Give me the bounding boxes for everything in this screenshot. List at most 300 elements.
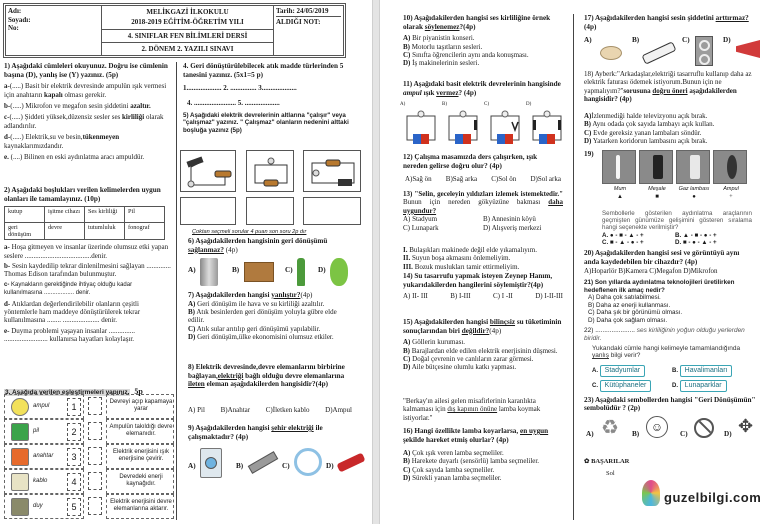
option-key: C) [584, 128, 592, 137]
match-left-box [4, 469, 84, 494]
q15-title-emphasis-1: bilinçsiz [489, 318, 516, 326]
option[interactable] [672, 365, 752, 377]
match-answer-box[interactable] [88, 397, 102, 415]
question-8-title [188, 363, 352, 389]
option[interactable] [584, 137, 756, 145]
option[interactable] [403, 51, 563, 59]
question-18 [584, 70, 756, 104]
option[interactable]: A) Daha çok satılabilmesi. [588, 294, 661, 301]
word-cell: kutup [5, 207, 45, 223]
option[interactable] [188, 325, 352, 333]
statement-text: Suyun boşa akmasını önlemeliyim. [410, 254, 511, 263]
mum-icon [616, 155, 620, 179]
match-answer-box[interactable] [88, 472, 102, 490]
option-key: B. [675, 232, 682, 239]
q9-title-post: ile çalışmaktadır? (4p) [188, 424, 323, 441]
match-answer-box[interactable] [88, 497, 102, 515]
column-divider [176, 62, 177, 520]
option-key: A) [188, 299, 196, 308]
option-key: C) [403, 465, 411, 474]
sentence-text: Atıklardan değerlendirilebilir olanların çeşitli yöntemlerle ham maddeye dönüştürülerek tekrar kullanılmasına ........ ..................... denir. [4, 299, 141, 325]
q23-option-c[interactable]: C) [680, 430, 688, 438]
lighting-tool-label: Meşale [648, 186, 666, 192]
answer-box-1[interactable] [180, 197, 236, 225]
question-7-title [188, 291, 352, 300]
item-text: olması gerekir. [62, 90, 107, 99]
question-23-title: 23) Aşağıdaki sembollerden hangisi "Geri Dönüşümün" sembolüdür ? (2p) [584, 396, 756, 412]
statement [403, 254, 563, 262]
item-text: olarak adlandırılır. [4, 113, 164, 130]
answer-blank[interactable]: (....) [8, 153, 23, 162]
success-text: BAŞARILAR [591, 458, 630, 465]
word-bank-table [4, 206, 165, 240]
circuit-option-label[interactable]: B) [442, 102, 447, 107]
circuit-1 [180, 150, 236, 192]
smiley-icon: ☺ [646, 416, 668, 438]
q9-option-b[interactable]: B) [236, 462, 244, 470]
option-text: Doğal çevrenin ve canlıların zarar görmesi. [410, 355, 534, 363]
exam-name: 2. DÖNEM 2. YAZILI SINAVI [141, 45, 234, 53]
statement [403, 263, 563, 271]
q9-option-c[interactable]: C) [282, 462, 290, 470]
option[interactable] [584, 112, 756, 120]
q10-title-pre: 10) Aşağıdakilerden hangisi ses kirliliğine örnek olarak [403, 14, 551, 31]
exam-page-1 [0, 0, 372, 524]
q9-option-a[interactable]: A) [188, 462, 196, 470]
q11-title-mid: ışık [421, 88, 437, 97]
q12-option-a[interactable]: A)Sağ ön [405, 175, 432, 184]
q14-option-b[interactable]: B) I-III [450, 292, 471, 301]
symbol: ● [692, 194, 696, 200]
question-21 [584, 279, 756, 324]
match-number: 5 [67, 498, 81, 516]
simple-circuit [406, 110, 436, 148]
question-2 [4, 186, 172, 344]
kablo-icon [11, 473, 29, 491]
option-text: Sınıfta öğrencilerin aynı anda konuşması. [410, 51, 529, 59]
match-description: Elektrik enerjisini devre elemanlarına aktarır. [110, 499, 172, 513]
option-key: A. [592, 368, 598, 374]
q6-title-points: (4p) [223, 245, 238, 254]
option-key: B) [403, 346, 410, 355]
circuit-option-label[interactable]: D) [526, 102, 532, 107]
circuit-3 [303, 150, 361, 192]
q17-option-d[interactable]: D) [723, 36, 731, 44]
q6-title-emphasis: sağlanmaz? [188, 245, 224, 254]
question-4-title: 4. Geri dönüştürülebilecek atık madde türlerinden 5 tanesini yazınız. (5x1=5 p) [183, 62, 344, 79]
option-key: D) [584, 137, 592, 146]
q13-option-c[interactable]: C) Lunapark [403, 223, 439, 232]
item-text: Mikrofon ve megafon sesin şiddetini [23, 102, 131, 110]
ampul-icon [727, 155, 737, 179]
sentence-letter: b- [4, 262, 11, 270]
q18-bold-1: sorusuna [623, 86, 653, 95]
question-17-title [584, 14, 756, 31]
match-number: 4 [67, 473, 81, 491]
option-text: Evde gereksiz yanan lambaları söndür. [591, 128, 702, 137]
item-letter: e. [4, 153, 9, 162]
option-key: B) [584, 120, 591, 129]
option[interactable] [403, 457, 563, 465]
question-19-text: Sembollerle gösterilen aydınlatma araçlarının geçmişten günümüze gelişimini gösteren sıralama hangi seçenekte verilmiştir? [602, 210, 752, 231]
component-label: anahtar [33, 453, 54, 459]
q8-title-part-2: bağlı olduğu devre elemanlarına [243, 371, 345, 380]
q6-option-a[interactable]: A) [188, 266, 196, 274]
q8-title-emphasis-1: elektriği [217, 371, 244, 380]
q9-title-emphasis: şehir elektriği [271, 424, 314, 432]
option-text: İzlenmediği halde televizyonu açık bırak. [591, 112, 708, 120]
question-16-options [403, 449, 563, 483]
item-emphasis: kirliliği [122, 113, 145, 122]
apple-core-icon [330, 258, 348, 286]
q16-title-post: şekilde hareket etmiş olurlar? (4p) [403, 435, 509, 444]
option[interactable] [403, 43, 563, 51]
option[interactable]: C) Daha şık bir görünümü olması. [588, 309, 683, 316]
q6-option-d[interactable]: D) [318, 266, 326, 274]
q16-intro-pre: "Berkay'ın ailesi gelen misafirlerinin karanlıkta kalmaması için [403, 397, 536, 414]
question-10-title [403, 14, 563, 31]
question-9-title [188, 424, 352, 441]
question-15 [403, 318, 563, 372]
flower-icon: ✿ [584, 458, 592, 465]
option-text: İş makinelerinin sesleri. [410, 59, 480, 68]
q13-option-d[interactable]: D) Alışveriş merkezi [483, 223, 542, 232]
statement-key: II. [403, 254, 411, 263]
answer-box-3[interactable] [303, 197, 361, 225]
option-text: Çok ışık veren lamba seçmeliler. [410, 449, 504, 457]
course-name: 4. SINIFLAR FEN BİLİMLERİ DERSİ [102, 30, 273, 43]
answer-line-2: 4. ........................ 5. .................... [187, 98, 280, 107]
grade-label: ALDIĞI NOT: [276, 18, 321, 26]
sentence-letter: c- [4, 281, 10, 288]
statement-text: Bozuk muslukları tamir ettirmeliyim. [412, 262, 520, 271]
option-text: Motorlu taşıtların sesleri. [410, 42, 483, 51]
glass-bottle-icon [297, 258, 305, 286]
option-text: Barajlardan elde edilen elektrik enerjisinin düşmesi. [410, 346, 558, 355]
option-sequence: ▲ - ■ - ● - + [682, 232, 717, 239]
match-description: Devreyi açıp kapamaya yarar [109, 399, 173, 413]
option[interactable]: B) Daha az enerji kullanması. [588, 301, 671, 309]
word-cell: Ses kirliliği [85, 207, 125, 223]
word-cell: fonograf [125, 223, 165, 240]
simple-circuit [490, 110, 520, 148]
option-key: D. [672, 383, 678, 389]
option[interactable] [403, 449, 563, 457]
q15-title-emphasis-2: değildir? [461, 326, 490, 335]
option-text: Sürekli yanan lamba seçmeliler. [410, 474, 502, 483]
q13-text: Bunun için nereden gökyüzüne bakması [403, 198, 549, 207]
sentence-letter: d- [4, 299, 11, 308]
q22-blank: ...................... [593, 327, 635, 334]
megaphone-icon [736, 40, 760, 58]
option-key: A) [403, 338, 411, 347]
match-description: Elektrik enerjisini ışık enerjisine çevirir. [112, 449, 169, 463]
lighting-tool-image [676, 150, 710, 184]
q13-option-b[interactable]: B) Annesinin köyü [483, 215, 536, 224]
name-label: Adı: [8, 7, 22, 15]
q17-option-c[interactable]: C) [682, 36, 690, 44]
option[interactable] [584, 129, 756, 137]
q17-option-b[interactable]: B) [632, 36, 640, 44]
option[interactable] [188, 300, 352, 308]
question-7 [188, 291, 352, 342]
item-letter: a- [4, 82, 10, 91]
answer-blank[interactable]: (.....) [9, 82, 24, 91]
option[interactable] [403, 338, 563, 346]
match-number: 2 [67, 423, 81, 441]
answer-blank[interactable]: (.....) [10, 133, 24, 142]
recycle-icon: ♻ [601, 417, 619, 439]
question-21-title: 21) Son yıllarda aydınlatma teknolojileri üretilirken hedeflenen ilk amaç nedir? [584, 279, 735, 294]
question-16-title [403, 427, 563, 444]
option[interactable] [403, 363, 563, 371]
column-divider [573, 14, 574, 520]
question-20-title: 20) Aşağıdakilerden hangisi sesi ve görüntüyü aynı anda kaydedebilen bir cihazdır? (4p) [584, 249, 740, 266]
school-name: MELİKGAZİ İLKOKULU [146, 8, 229, 16]
q6-option-b[interactable]: B) [232, 266, 240, 274]
option[interactable] [403, 59, 563, 67]
question-3-title: 3. Aşağıda verilen eşleştirmeleri yapınız. [5, 389, 130, 396]
item-letter: d- [4, 133, 11, 142]
match-answer-box[interactable] [88, 422, 102, 440]
question-12-title: 12) Çalışma masamızda ders çalışırken, ışık nereden gelirse doğru olur? (4p) [403, 153, 538, 170]
option-sequence: ■ - ▲ - ● - + [609, 239, 644, 247]
q16-intro-emphasis: dış kapının önüne [447, 405, 498, 414]
exam-header [3, 3, 346, 58]
meşale-icon [653, 155, 663, 179]
q23-option-d[interactable]: D) [724, 430, 732, 438]
q8-title-emphasis-2: ileten [188, 380, 205, 389]
sentence-text: Hoşa gitmeyen ve insanlar üzerinde olumsuz etki yapan seslere ......................................denir. [4, 243, 169, 260]
match-description: Ampulün takıldığı devre elemanıdır. [109, 424, 173, 438]
q15-title-points: (4p) [489, 326, 502, 335]
question-5-title: 5) Aşağıdaki elektrik devrelerinin altlarına "çalışır" veya "çalışmaz" yazınız. " Çalışmaz" olanların nedenini alttaki boşluğa yazınız (5p) [183, 112, 349, 134]
q14-option-a[interactable]: A) II- III [403, 292, 428, 301]
q13-option-a[interactable]: A) Stadyum [403, 215, 438, 224]
success-note [584, 458, 629, 466]
component-label: kablo [33, 478, 48, 484]
q17-option-a[interactable]: A) [584, 36, 592, 44]
exam-date: Tarih: 24/05/2019 [276, 7, 341, 17]
lighting-tool-image [602, 150, 636, 184]
item-emphasis: kapalı [44, 90, 63, 99]
question-14-title: 14) Su tasarrufu yapmak isteyen Zeynep Hanım, yukarıdakilerden hangilerini söylemiştir?(4p) [403, 272, 553, 289]
option-key: B) [188, 308, 195, 316]
match-number: 1 [67, 398, 81, 416]
q9-option-d[interactable]: D) [326, 462, 334, 470]
q8-option-d[interactable]: D)Ampul [325, 406, 352, 414]
item-emphasis: azaltır. [130, 102, 151, 110]
question-14-statements [403, 246, 563, 271]
q17-title-pre: 17) Aşağıdakilerden hangisi sesin şiddetini [584, 14, 716, 22]
word-cell: geri dönüşüm [5, 223, 45, 240]
q16-intro-post: lamba koymak istiyorlar." [403, 405, 541, 422]
item-text: Basit bir elektrik devresinde ampulün ışık vermesi için anahtarın [4, 82, 167, 99]
option[interactable] [672, 380, 752, 392]
q6-option-c[interactable]: C) [285, 266, 293, 274]
option-key: D) [403, 474, 411, 483]
q17-title-post: (4p) [584, 22, 597, 31]
q8-option-a[interactable]: A) Pil [188, 406, 205, 414]
match-right-box [106, 444, 174, 469]
option[interactable] [403, 347, 563, 355]
teacher-signature: Sol [606, 470, 615, 477]
word-cell: devre [45, 223, 85, 240]
component-label: pil [33, 428, 40, 434]
cardboard-box-icon [244, 262, 274, 282]
option-box: Kütüphaneler [600, 380, 652, 392]
q12-option-c[interactable]: C)Sol ön [491, 175, 517, 184]
school-year: 2018-2019 EĞİTİM-ÖĞRETİM YILI [131, 18, 244, 26]
option[interactable] [675, 239, 748, 246]
option[interactable] [188, 333, 352, 341]
number-label: No: [8, 24, 19, 32]
sentence-text: Kaynakların gerektiğinde ihtiyaç olduğu kadar kullanılmasına .................. denir. [4, 281, 133, 297]
option-text: Çok sayıda lamba seçmeliler. [410, 465, 495, 474]
question-1-title: 1) Aşağıdaki cümleleri okuyunuz. Doğru ise cümlenin başına (D), yanlış ise (Y) yazınız. (5p) [4, 62, 168, 79]
statement-text: Bulaşıkları makinede değil elde yıkamalıyım. [407, 246, 537, 254]
q14-option-d[interactable]: D) I-II-III [535, 292, 563, 301]
simple-circuit [448, 110, 478, 148]
lighting-tool-label: Ampul [723, 186, 739, 192]
question-20-options[interactable]: A)Hoparlör B)Kamera C)Megafon D)Mikrofon [584, 267, 718, 275]
q7-title-points: (4p) [300, 291, 313, 299]
q8-title-part-3: eleman aşağıdakilerden hangisidir?(4p) [204, 380, 328, 389]
page-gutter [372, 0, 380, 524]
q23-option-b[interactable]: B) [632, 430, 640, 438]
word-cell: işitme cihazı [45, 207, 85, 223]
fill-blank-sentence [4, 327, 172, 344]
option-text: Bir piyanistin konseri. [410, 34, 475, 43]
option[interactable] [403, 34, 563, 42]
question-3-points: 5p [134, 387, 143, 396]
option-key: A) [403, 449, 411, 457]
symbol: ■ [655, 194, 659, 200]
question-15-title [403, 318, 563, 335]
q22-question-post: bilgi verir? [608, 352, 641, 360]
option-text: Harekete duyarlı (sensörlü) lamba seçmeliler. [410, 457, 540, 466]
question-7-options [188, 300, 352, 342]
option-key: D) [403, 59, 411, 68]
lighting-tool-image [639, 150, 673, 184]
true-false-item [4, 113, 172, 130]
q16-title-pre: 16) Hangi özellikte lamba koyarlarsa, [403, 427, 520, 435]
answer-blank[interactable]: (.....) [9, 113, 23, 122]
option[interactable] [188, 308, 352, 325]
answer-line-1: 1.................... 2. ............... 3.................... [183, 84, 297, 93]
question-2-title: 2) Aşağıdaki boşlukları verilen kelimelerden uygun olanları ile tamamlayınız. (10p) [4, 186, 161, 203]
q13-emphasis: daha uygundur? [403, 198, 563, 215]
question-19-images [602, 150, 752, 208]
q8-option-c[interactable]: C)İletken kablo [265, 406, 310, 414]
q14-option-c[interactable]: C) I -II [493, 292, 513, 301]
option[interactable] [403, 355, 563, 363]
option[interactable] [675, 232, 748, 239]
question-4 [183, 62, 351, 107]
circuit-option-label[interactable]: A) [400, 102, 406, 107]
scoring-note: Çoktan seçmeli sorular 4 puan son soru 2p dır [192, 229, 307, 235]
circuit-option-label[interactable]: C) [484, 102, 489, 107]
q12-option-d[interactable]: D)Sol arka [530, 175, 561, 184]
option-key: C. [592, 383, 598, 389]
washing-machine-icon [200, 448, 222, 478]
lighting-tool-label: Gaz lambası [678, 186, 710, 192]
true-false-item [4, 102, 172, 110]
statement [403, 246, 563, 254]
question-10 [403, 14, 563, 68]
statement-key: III. [403, 262, 413, 271]
item-text: Bilinen en eski aydınlatma aracı ampuldür. [22, 153, 145, 162]
q12-option-b[interactable]: B)Sağ arka [445, 175, 478, 184]
component-label: ampul [33, 403, 50, 409]
q11-title-pre: 11) Aşağıdaki basit elektrik devrelerinin hangisinde [403, 80, 561, 88]
option-box: Stadyumlar [600, 365, 645, 377]
statement-key: I. [403, 246, 408, 254]
exam-title-block [102, 6, 274, 55]
option[interactable] [602, 239, 675, 246]
q16-title-emphasis: en uygun [520, 427, 549, 435]
q8-title-part-1: 8) Elektrik devresinde,devre elemanlarını birbirine bağlayan, [188, 363, 345, 380]
match-right-box [106, 494, 174, 519]
answer-blank[interactable]: (.....) [10, 102, 24, 110]
question-19-options [602, 232, 748, 246]
answer-box-2[interactable] [246, 197, 294, 225]
option[interactable] [403, 466, 563, 474]
option-sequence: ■ - ● - ▲ - + [682, 239, 717, 247]
option[interactable] [592, 380, 672, 392]
q15-title-pre: 15) Aşağıdakilerden hangisi [403, 318, 490, 326]
gaz-lambası-icon [690, 155, 700, 179]
option-key: D) [403, 363, 411, 372]
lighting-tool-label: Mum [613, 186, 627, 192]
question-19-number: 19) [584, 150, 594, 158]
q18-emphasis: doğru öneri [652, 86, 688, 95]
option[interactable] [602, 232, 675, 239]
option[interactable] [403, 474, 563, 482]
option[interactable] [584, 120, 756, 128]
sentence-letter: e- [4, 326, 10, 335]
simple-circuit [532, 110, 562, 148]
option-key: B. [672, 368, 678, 374]
option[interactable]: D) Daha çok sağlam olması. [588, 316, 668, 324]
word-cell: Pil [125, 207, 165, 223]
q11-title-emphasis: vermez [436, 88, 459, 97]
option-key: D. [675, 239, 682, 247]
option-key: A) [584, 112, 592, 120]
q22-text: ses kirliliğinin yoğun olduğu yerlerden biridir. [584, 327, 745, 342]
match-left-box [4, 419, 84, 444]
item-letter: c- [4, 113, 10, 122]
clock-icon [294, 448, 322, 476]
match-right-box [106, 394, 174, 419]
option-key: C) [403, 355, 411, 363]
component-label: duy [33, 503, 43, 509]
match-left-box [4, 494, 84, 519]
match-number: 3 [67, 448, 81, 466]
option[interactable] [592, 365, 672, 377]
sentence-text: Sesin kaydedilip tekrar dinlenilmesini sağlayan .............. Thomas Edison tarafından bulunmuştur. [4, 262, 171, 279]
option-text: Atık sular arıtılıp geri dönüşümü yapılabilir. [195, 324, 321, 333]
question-11-title [403, 80, 563, 97]
match-left-box [4, 394, 84, 419]
q8-option-b[interactable]: B)Anahtar [220, 406, 251, 414]
option-key: C) [188, 324, 196, 333]
match-answer-box[interactable] [88, 447, 102, 465]
question-13-options [403, 215, 563, 232]
q23-option-a[interactable]: A) [586, 430, 594, 438]
option-text: Geri dönüşüm ile hava ve su kirliliği azaltılır. [195, 299, 325, 308]
q15-title-mid: su tüketiminin sonuçlarından biri [403, 318, 562, 335]
